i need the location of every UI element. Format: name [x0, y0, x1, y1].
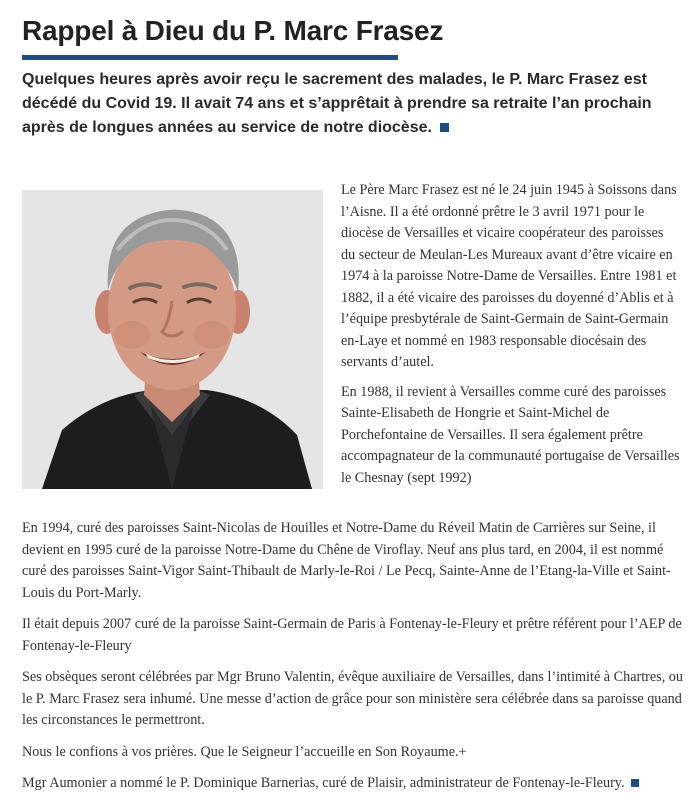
paragraph-nomination: [22, 773, 684, 795]
paragraph-1994: En 1994, curé des paroisses Saint-Nicolas de Houilles et Notre-Dame du Réveil Matin de Carrières sur Seine, il devient en 1995 curé de la paroisse Notre-Dame du Chêne de Viroflay. Neuf ans plus tard, en 2004, il est nommé curé des paroisses Saint-Vigor Saint-Thibault de Marly-le-Roi / Le Pecq, Sainte-Anne de l’Etang-la-Ville et Saint-Louis du Port-Marly.: [22, 520, 671, 601]
portrait-illustration: [22, 190, 323, 489]
paragraph-obseques: Ses obsèques seront célébrées par Mgr Bruno Valentin, évêque auxiliaire de Versailles, dans l’intimité à Chartres, ou le P. Marc Frasez sera inhumé. Une messe d’action de grâce pour son ministère sera célébrée dans sa paroisse quand les circonstances le permettront.: [22, 669, 683, 728]
paragraph-prieres: Nous le confions à vos prières. Que le Seigneur l’accueille en Son Royaume.+: [22, 743, 467, 760]
full-width-text: [22, 518, 684, 805]
page-title: Rappel à Dieu du P. Marc Frasez: [22, 15, 444, 46]
end-square-icon: [631, 779, 639, 787]
paragraph-biography: Le Père Marc Frasez est né le 24 juin 1945 à Soissons dans l’Aisne. Il a été ordonné prêtre le 3 avril 1971 pour le diocèse de Versailles et vicaire coopérateur des paroisses du secteur de Meulan-Les Mureaux avant d’être vicaire en 1974 à la paroisse Notre-Dame de Versailles. Entre 1981 et 1882, il a été vicaire des paroisses du doyenné d’Ablis et à l’équipe presbytérale de Saint-Germain de Saint-Germain en-Laye et nommé en 1983 responsable diocésain des servants d’autel.: [341, 182, 677, 370]
paragraph-2007: Il était depuis 2007 curé de la paroisse Saint-Germain de Paris à Fontenay-le-Fleury et prêtre référent pour l’AEP de Fontenay-le-Fleury: [22, 616, 682, 654]
title-underline: [22, 55, 398, 60]
paragraph-versailles: En 1988, il revient à Versailles comme curé des paroisses Sainte-Elisabeth de Hongrie et Saint-Michel de Porchefontaine de Versailles. Il sera également prêtre accompagnateur de la communauté portugaise de Versailles le Chesnay (sept 1992): [341, 383, 680, 486]
nomination-text: Mgr Aumonier a nommé le P. Dominique Barnerias, curé de Plaisir, administrateur de Fontenay-le-Fleury.: [22, 775, 625, 791]
end-square-icon: [440, 123, 449, 132]
article: [0, 0, 682, 140]
lead-paragraph: [22, 68, 682, 140]
lead-text: Quelques heures après avoir reçu le sacrement des malades, le P. Marc Frasez est décédé du Covid 19. Il avait 74 ans et s’apprêtait à prendre sa retraite l’an prochain après de longues années au service de notre diocèse.: [22, 71, 652, 136]
portrait-photo: [22, 190, 323, 489]
column-text: [341, 180, 681, 497]
